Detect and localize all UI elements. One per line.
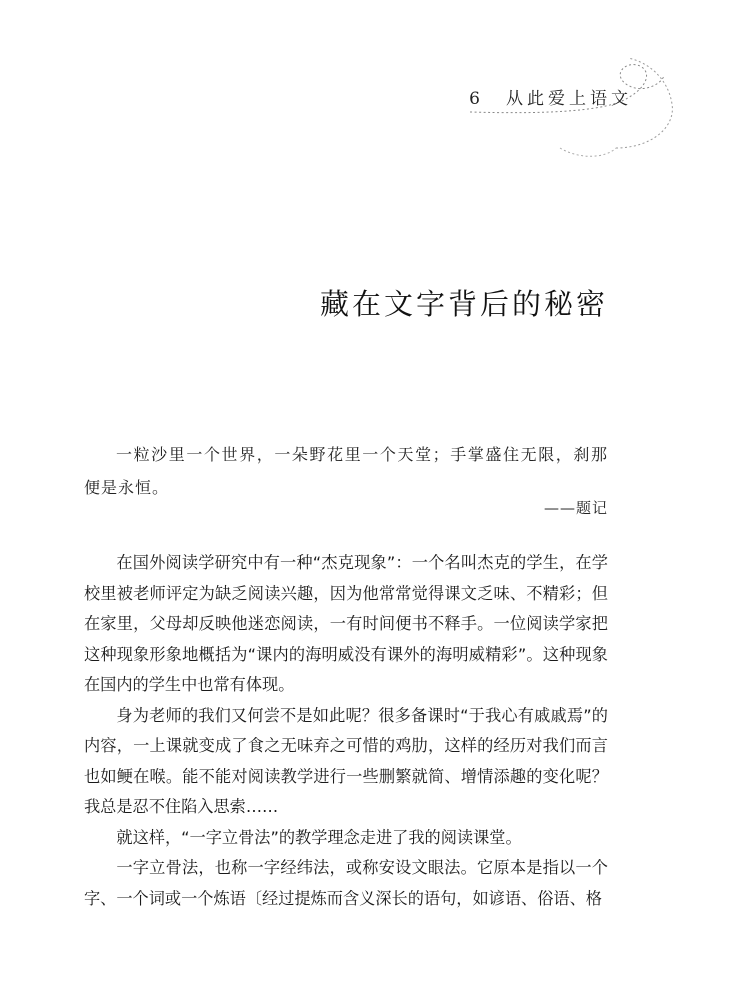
paragraph: 就这样，“一字立骨法”的教学理念走进了我的阅读课堂。 <box>116 827 522 847</box>
paragraph: 身为老师的我们又何尝不是如此呢？很多备课时“于我心有戚戚焉”的内容，一上课就变成了食之无味弃之可惜的鸡肋，这样的经历对我们而言也如鲠在喉。能不能对阅读教学进行一些删繁就简、增情添趣的变化呢？我总是忍不住陷入思索…… <box>84 705 608 816</box>
ornament-lower-curve <box>560 148 616 156</box>
paragraph: 在国外阅读学研究中有一种“杰克现象”：一个名叫杰克的学生，在学校里被老师评定为缺乏阅读兴趣，因为他常常觉得课文乏味、不精彩；但在家里，父母却反映他迷恋阅读，一有时间便书不释手。一位阅读学家把这种现象形象地概括为“课内的海明威没有课外的海明威精彩”。这种现象在国内的学生中也常有体现。 <box>84 553 608 694</box>
running-header <box>469 84 632 109</box>
epigraph-source: ——题记 <box>543 499 608 517</box>
paragraph: 一字立骨法，也称一字经纬法，或称安设文眼法。它原本是指以一个字、一个词或一个炼语〔经过提炼而含义深长的语句，如谚语、俗语、格 <box>84 858 608 908</box>
epigraph-text: 一粒沙里一个世界，一朵野花里一个天堂；手掌盛住无限，刹那便是永恒。 <box>84 445 608 497</box>
chapter-title: 藏在文字背后的秘密 <box>319 287 608 321</box>
page-number: 6 <box>469 89 480 109</box>
book-title: 从此爱上语文 <box>506 89 632 109</box>
body-text <box>84 548 608 914</box>
